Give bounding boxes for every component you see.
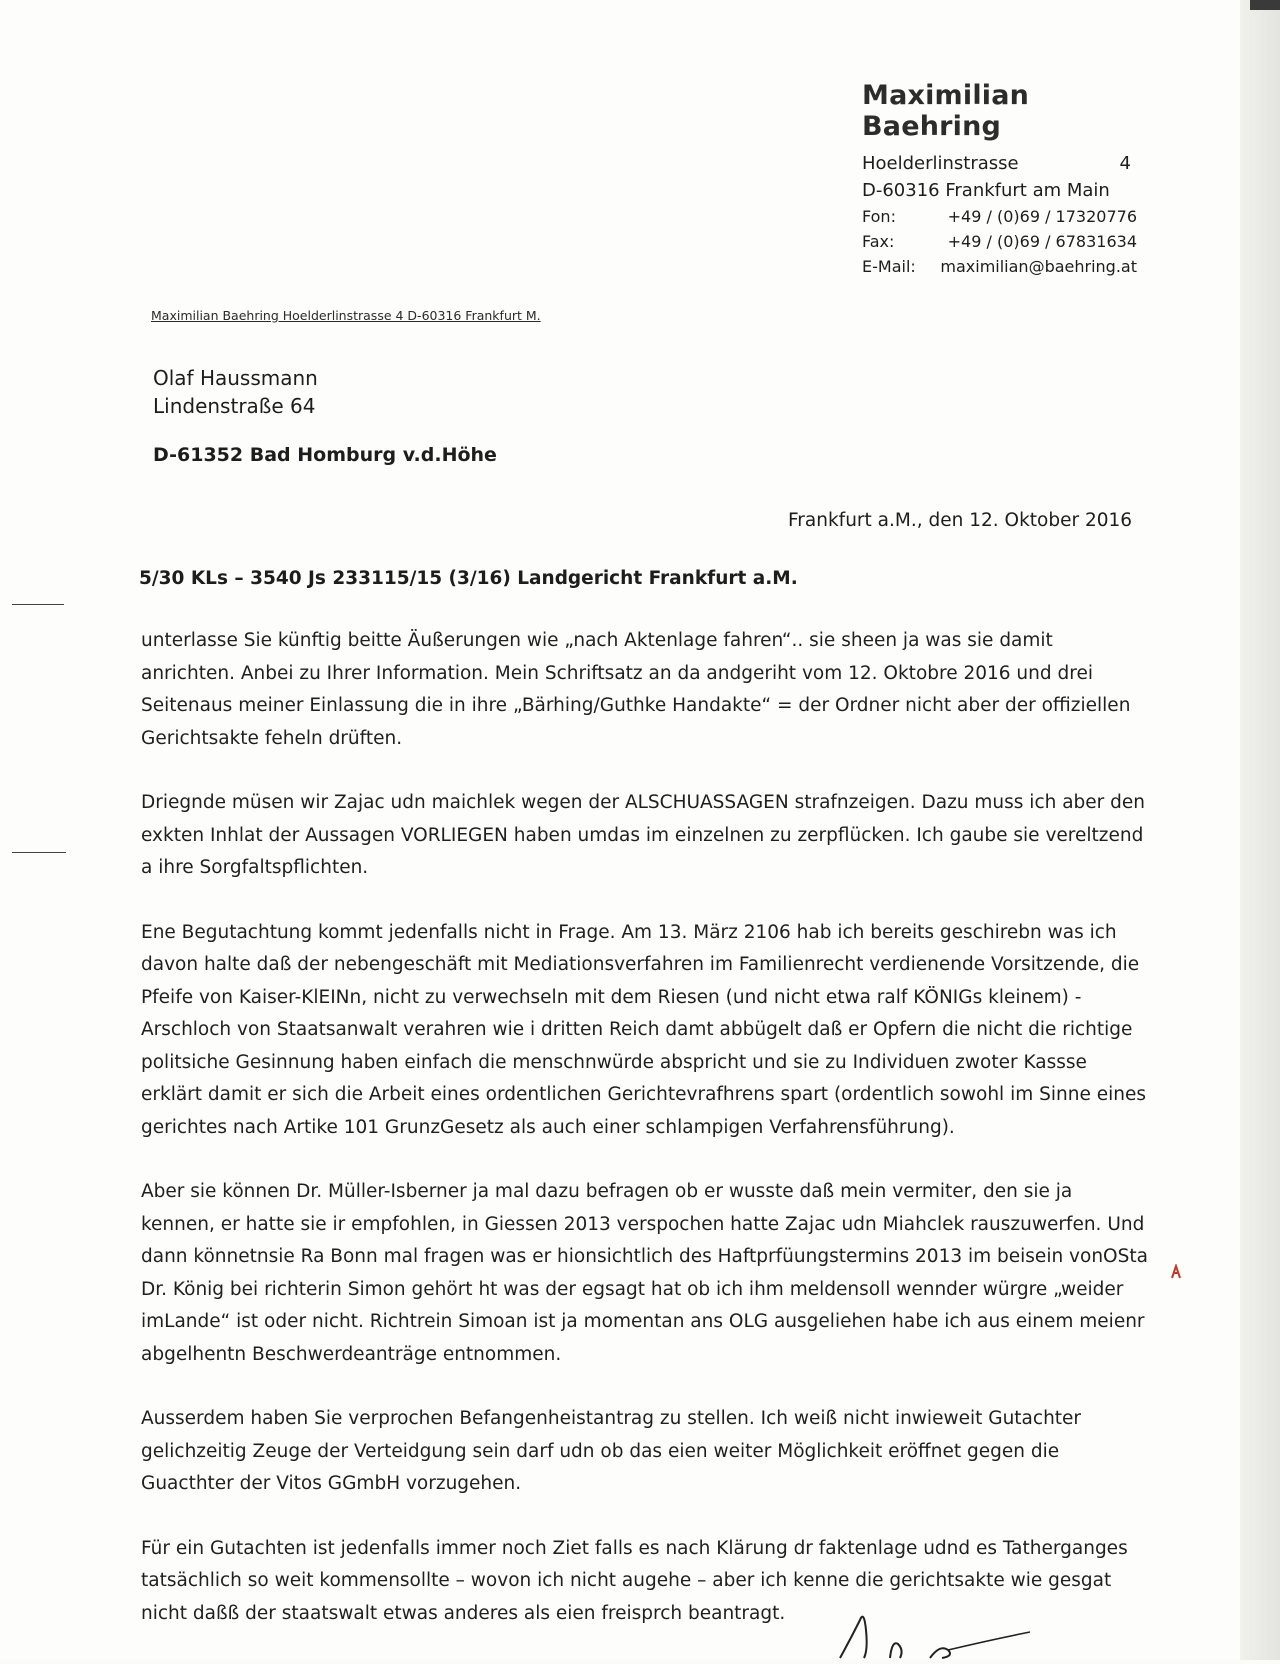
body-paragraph: Aber sie können Dr. Müller-Isberner ja mal dazu befragen ob er wusste daß mein vermiter, den sie ja kennen, er hatte sie ir empfohlen, in Giessen 2013 verspochen hatte Zajac udn Miahclek rauszuwerfen. Und dann könnetnsie Ra Bonn mal fragen was er hionsichtlich des Haftprfüungstermins 2013 im beisein vonOSta Dr. König bei richterin Simon gehört ht was der egsagt hat ob ich ihm meldensoll wennder würgre „weider imLande“ ist oder nicht. Richtrein Simoan ist ja momentan ans OLG ausgeliehen habe ich aus einem meienr abgelhentn Beschwerdeanträge entnommen. (141, 1181, 1148, 1365)
sender-name: Maximilian Baehring (862, 80, 1030, 142)
sender-fax-line (862, 229, 1137, 254)
fon-label: Fon: (862, 207, 896, 226)
subject-line: 5/30 KLs – 3540 Js 233115/15 (3/16) Landgericht Frankfurt a.M. (139, 568, 798, 589)
body-paragraph: Driegnde müsen wir Zajac udn maichlek wegen der ALSCHUASSAGEN strafnzeigen. Dazu muss ich aber den exkten Inhlat der Aussagen VORLIEGEN haben umdas im einzelnen zu zerpflücken. Ich gaube sie vereltzend a ihre Sorgfaltspflichten. (141, 792, 1146, 878)
recipient-street: Lindenstraße 64 (153, 394, 316, 418)
sender-street: Hoelderlinstrasse (862, 153, 1019, 174)
sender-city: D-60316 Frankfurt am Main (862, 180, 1110, 201)
body-paragraph: Ausserdem haben Sie verprochen Befangenheistantrag zu stellen. Ich weiß nicht inwieweit Gutachter gelichzeitig Zeuge der Verteidgung sein darf udn ob das eien weiter Möglichkeit eröffnet gegen die Guacthter der Vitos GGmbH vorzugehen. (141, 1408, 1082, 1494)
handwritten-signature-icon (830, 1600, 1050, 1664)
sender-street-line (862, 150, 1137, 177)
body-paragraph: Für ein Gutachten ist jedenfalls immer noch Ziet falls es nach Klärung dr faktenlage udnd es Tatherganges tatsächlich so weit kommensollte – wovon ich nicht augehe – aber ich kenne die gerichtsakte wie gesgat nicht daßß der staatswalt etwas anderes als eien freisprch beantragt. (141, 1537, 1128, 1624)
fon-value: +49 / (0)69 / 17320776 (947, 207, 1137, 226)
recipient-name: Olaf Haussmann (153, 366, 318, 390)
scan-corner-mark (1250, 0, 1280, 10)
letter-body (141, 625, 1151, 1662)
return-address-line: Maximilian Baehring Hoelderlinstrasse 4 D-60316 Frankfurt M. (151, 308, 541, 323)
red-pen-mark-icon (1170, 1264, 1182, 1284)
scan-edge (1240, 0, 1280, 1660)
email-value: maximilian@baehring.at (940, 257, 1137, 276)
letter-date: Frankfurt a.M., den 12. Oktober 2016 (788, 510, 1133, 531)
sender-house-number: 4 (1119, 153, 1131, 174)
fold-mark-middle (12, 852, 66, 853)
body-paragraph: Ene Begutachtung kommt jedenfalls nicht in Frage. Am 13. März 2106 hab ich bereits geschirebn was ich davon halte daß der nebengeschäft mit Mediationsverfahren im Familienrecht verdienende Vorsitzende, die Pfeife von Kaiser-KlEINn, nicht zu verwechseln mit dem Riesen (und nicht etwa ralf KÖNIGs kleinem) - Arschloch von Staatsanwalt verahren wie i dritten Reich damt abbügelt daß er Opfern die nicht die richtige politsiche Gesinnung haben einfach die menschnwürde abspricht und sie zu Individuen zwoter Kassse erklärt damit er sich die Arbeit eines ordentlichen Gerichtevrafhrens spart (ordentlich sowohl im Sinne eines gerichtes nach Artike 101 GrunzGesetz als auch einer schlampigen Verfahrensführung). (141, 921, 1146, 1138)
sender-fon-line (862, 204, 1137, 229)
sender-city-line (862, 177, 1137, 204)
fax-label: Fax: (862, 232, 895, 251)
fax-value: +49 / (0)69 / 67831634 (947, 232, 1137, 251)
recipient-block (153, 364, 318, 420)
fold-mark-upper (12, 604, 64, 605)
sender-block (862, 80, 1137, 279)
email-label: E-Mail: (862, 257, 916, 276)
body-paragraph: unterlasse Sie künftig beitte Äußerungen wie „nach Aktenlage fahren“.. sie sheen ja was sie damit anrichten. Anbei zu Ihrer Information. Mein Schriftsatz an da andgeriht vom 12. Oktobre 2016 und drei Seitenaus meiner Einlassung die in ihre „Bärhing/Guthke Handakte“ = der Ordner nicht aber der offiziellen Gerichtsakte feheln drüften. (141, 630, 1131, 749)
recipient-city: D-61352 Bad Homburg v.d.Höhe (153, 444, 497, 466)
sender-email-line (862, 254, 1137, 279)
